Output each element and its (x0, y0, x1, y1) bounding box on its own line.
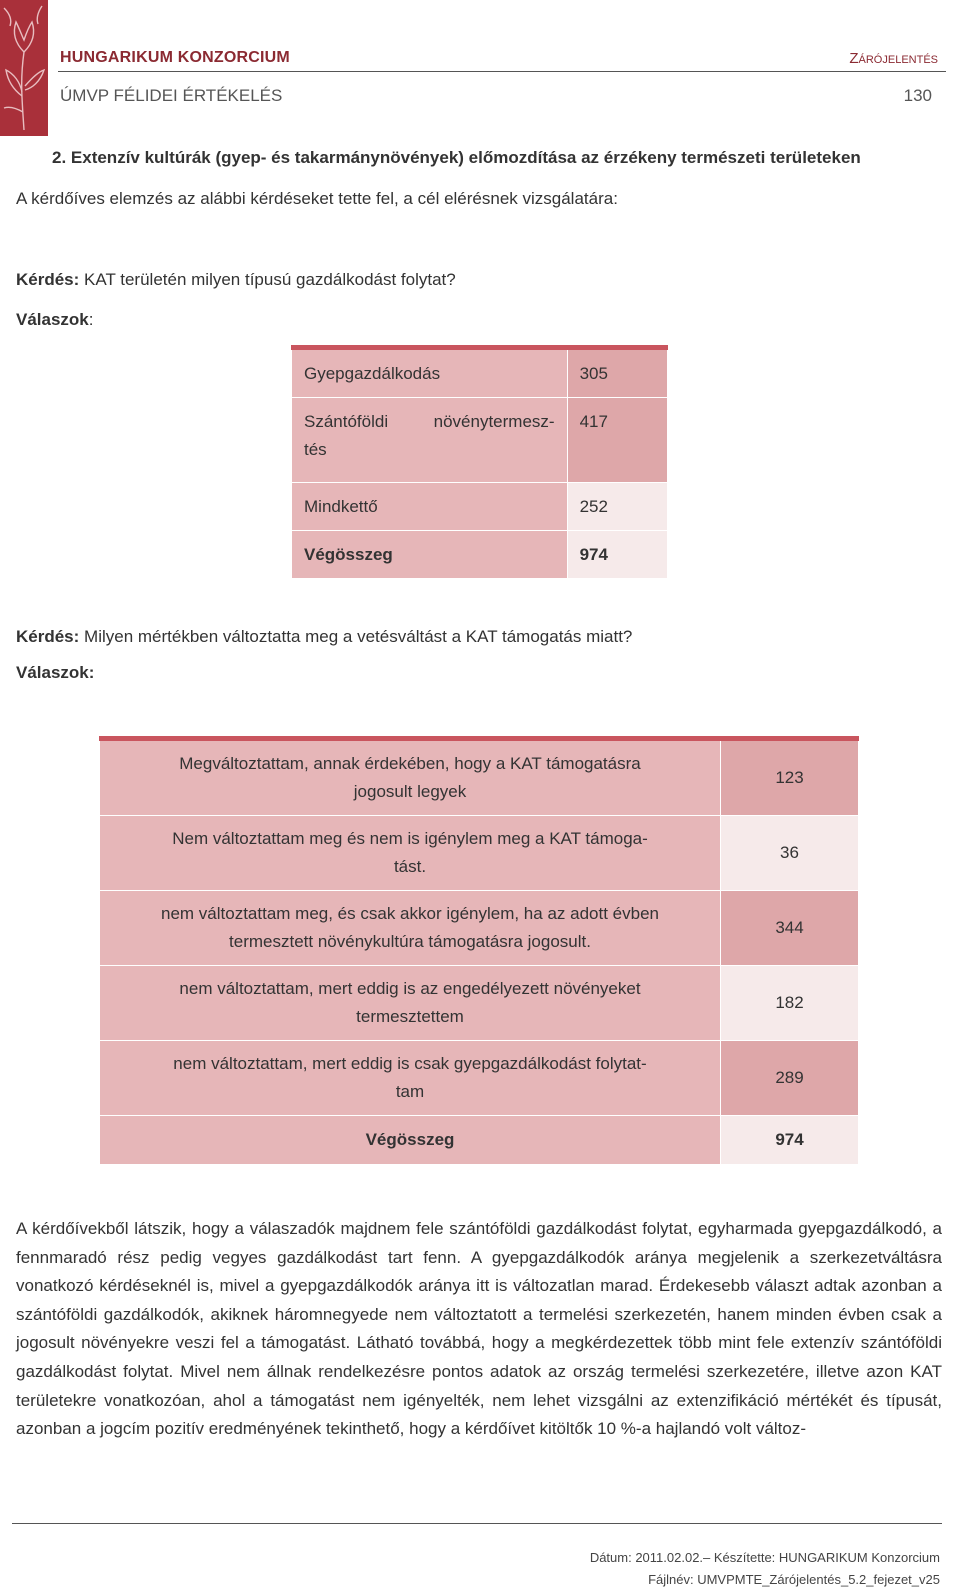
label-line: jogosult legyek (353, 782, 467, 801)
label-line: termesztett növénykultúra támogatásra jogosult. (229, 932, 591, 951)
document-type: Zárójelentés (849, 50, 938, 67)
table-cell-value: 417 (567, 398, 667, 483)
label-part: Szántóföldi (304, 412, 389, 431)
label-line: Nem változtattam meg és nem is igénylem meg a KAT támoga- (172, 829, 648, 848)
table-cell-label (100, 1041, 721, 1116)
label-line: nem változtattam, mert eddig is az engedélyezett növényeket (179, 979, 641, 998)
table-total-row (100, 1116, 859, 1165)
table-cell-label (100, 966, 721, 1041)
table-total-row (292, 531, 668, 579)
question-1 (16, 270, 456, 290)
table-cell-label: Mindkettő (292, 483, 568, 531)
table-cell-label (100, 816, 721, 891)
table-cell-value: 305 (567, 348, 667, 398)
label-part: tés (304, 440, 327, 459)
table-row (292, 483, 668, 531)
table-row (100, 966, 859, 1041)
label-line: tam (395, 1082, 425, 1101)
question-text: KAT területén milyen típusú gazdálkodást folytat? (79, 270, 456, 289)
table-row (292, 348, 668, 398)
footer-divider (12, 1523, 942, 1524)
tulip-logo-icon (0, 0, 48, 136)
footer-date-author: Dátum: 2011.02.02.– Készítette: HUNGARIKUM Konzorcium (589, 1550, 940, 1565)
table-cell-label (100, 739, 721, 816)
answers-label: Válaszok (16, 310, 89, 329)
question-text: Milyen mértékben változtatta meg a vetésváltást a KAT támogatás miatt? (79, 627, 633, 646)
table-row (100, 816, 859, 891)
answers-label-1 (16, 310, 94, 330)
label-part: növénytermesz- (433, 412, 555, 431)
footer-filename: Fájlnév: UMVPMTE_Zárójelentés_5.2_fejezet_v25 (648, 1572, 940, 1587)
answers-colon: : (88, 310, 94, 329)
table-cell-value: 36 (721, 816, 859, 891)
question-2 (16, 627, 632, 647)
table-cell-value: 289 (721, 1041, 859, 1116)
table-cell-value: 123 (721, 739, 859, 816)
section-title: 2. Extenzív kultúrák (gyep- és takarmánynövények) előmozdítása az érzékeny természeti területeken (52, 148, 861, 167)
total-value: 974 (567, 531, 667, 579)
table-row (100, 739, 859, 816)
label-line: termesztettem (356, 1007, 464, 1026)
document-subtitle: ÚMVP FÉLIDEI ÉRTÉKELÉS (60, 86, 283, 105)
table-cell-value: 344 (721, 891, 859, 966)
label-line: nem változtattam, mert eddig is csak gyepgazdálkodást folytat- (173, 1054, 647, 1073)
table-cell-value: 182 (721, 966, 859, 1041)
body-paragraph: A kérdőívekből látszik, hogy a válaszadók majdnem fele szántóföldi gazdálkodást folytat, egyharmada gyepgazdálkodó, a fennmaradó rész pedig vegyes gazdálkodást tart fenn. A gyepgazdálkodók aránya megjelenik a szerkezetváltásra vonatkozó kérdéseknél is, mivel a gyepgazdálkodók aránya itt is változatlan marad. Érdekesebb választ adtak azonban a szántóföldi gazdálkodók, akiknek háromnegyede nem változtatott a termelési szerkezetén, hanem minden évben csak a jogosult növényekre veszi fel a támogatást. Látható továbbá, hogy a megkérdezettek több mint fele extenzív szántóföldi gazdálkodást folytat. Mivel nem állnak rendelkezésre pontos adatok az ország termelési szerkezetére, illetve azon KAT területekre vonatkozóan, ahol a támogatást nem igényelték, nem lehet vizsgálni az extenzifikáció mértékét és típusát, azonban a jogcím pozitív eredményének tekinthető, hogy a kérdőívet kitöltők 10 %-a hajlandó volt változ- (16, 1219, 942, 1439)
question-label: Kérdés: (16, 627, 80, 646)
page-number: 130 (903, 86, 932, 105)
table-cell-label (292, 398, 568, 483)
answers-label-2: Válaszok: (16, 663, 95, 682)
label-line: nem változtattam meg, és csak akkor igénylem, ha az adott évben (161, 904, 659, 923)
answers-table-1 (291, 345, 668, 579)
table-row (292, 398, 668, 483)
label-line: tást. (393, 857, 427, 876)
answers-table-2 (99, 736, 859, 1165)
intro-text: A kérdőíves elemzés az alábbi kérdéseket tette fel, a cél elérésnek vizsgálatára: (16, 189, 618, 208)
question-label: Kérdés: (16, 270, 80, 289)
table-row (100, 1041, 859, 1116)
total-value: 974 (721, 1116, 859, 1165)
label-line: Megváltoztattam, annak érdekében, hogy a KAT támogatásra (179, 754, 641, 773)
table-row (100, 891, 859, 966)
organization-name: HUNGARIKUM KONZORCIUM (60, 49, 290, 66)
total-label: Végösszeg (292, 531, 568, 579)
table-cell-label: Gyepgazdálkodás (292, 348, 568, 398)
header-divider (58, 71, 946, 72)
total-label: Végösszeg (100, 1116, 721, 1165)
table-cell-label (100, 891, 721, 966)
table-cell-value: 252 (567, 483, 667, 531)
